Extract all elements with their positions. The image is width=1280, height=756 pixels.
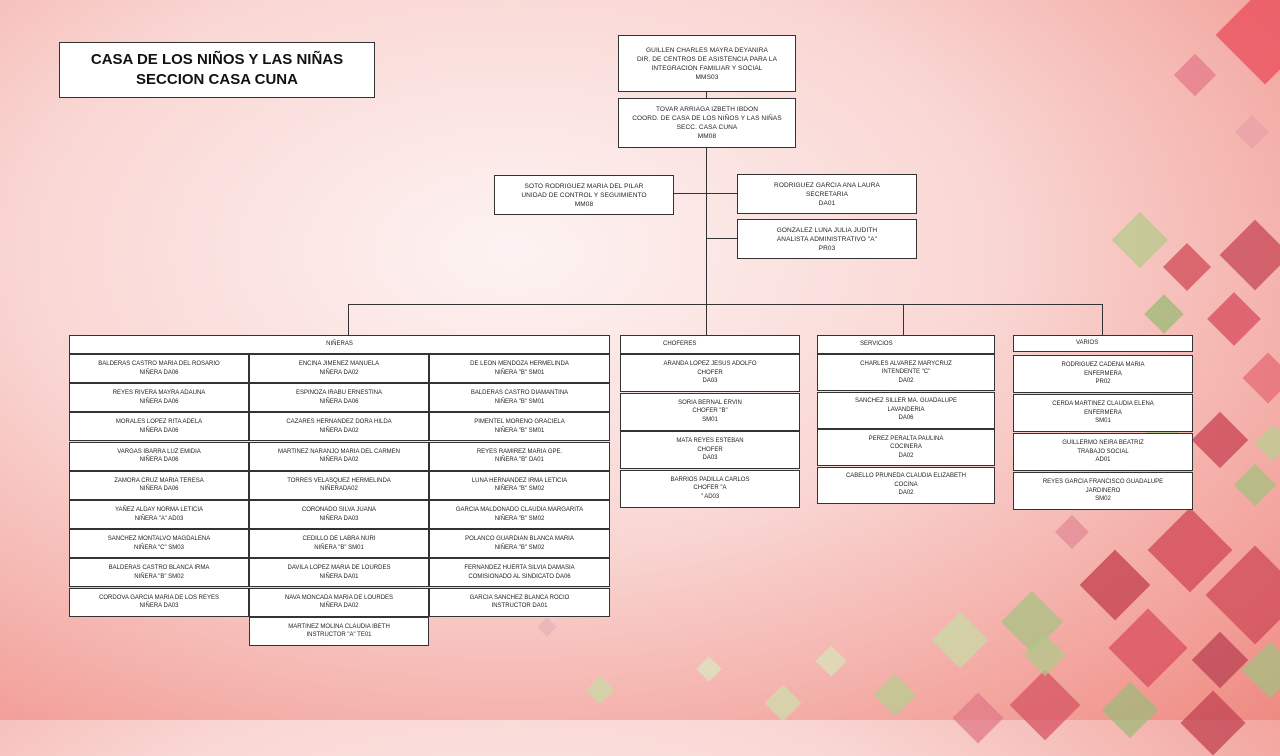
director-role: DIR. DE CENTROS DE ASISTENCIA PARA LA INTEGRACION FAMILIAR Y SOCIAL bbox=[636, 55, 778, 72]
staff-name: RODRIGUEZ CADENA MARIA bbox=[1061, 362, 1145, 369]
director-name: GUILLEN CHARLES MAYRA DEYANIRA bbox=[646, 46, 768, 54]
staff-name: YAÑEZ ALDAY NORMA LETICIA bbox=[114, 507, 204, 513]
staff-detail: SM01 bbox=[1095, 418, 1111, 425]
staff-detail: NIÑERA DA06 bbox=[139, 427, 179, 434]
staff-cell bbox=[1013, 394, 1193, 432]
choferes-header: CHOFERES bbox=[620, 335, 800, 354]
staff-name: CORONADO SILVA JUANA bbox=[301, 507, 377, 513]
staff-cell bbox=[817, 429, 995, 466]
staff-name: SANCHEZ SILLER MA. GUADALUPE bbox=[854, 398, 958, 405]
decorative-square bbox=[1163, 243, 1211, 291]
staff-name: BARRIOS PADILLA CARLOS bbox=[670, 476, 750, 483]
staff-cell bbox=[249, 500, 429, 529]
secretary-code: DA01 bbox=[818, 199, 836, 207]
staff-cell bbox=[69, 588, 249, 617]
staff-name: CABELLO PRUNEDA CLAUDIA ELIZABETH bbox=[845, 473, 967, 480]
staff-name: MORALES LOPEZ RITA ADELA bbox=[115, 419, 203, 426]
staff-cell bbox=[69, 383, 249, 412]
staff-cell bbox=[620, 354, 800, 392]
staff-detail: COMISIONADO AL SINDICATO DA06 bbox=[468, 573, 571, 580]
staff-detail: CHOFER bbox=[697, 446, 723, 453]
staff-cell bbox=[249, 471, 429, 500]
decorative-square bbox=[696, 656, 721, 681]
staff-name: CERDA MARTINEZ CLAUDIA ELENA bbox=[1052, 401, 1154, 408]
director-node bbox=[618, 35, 796, 92]
staff-detail: NIÑERA "B" SM01 bbox=[494, 369, 545, 376]
coordinator-section: SECC. CASA CUNA bbox=[676, 124, 738, 131]
staff-detail: TRABAJO SOCIAL bbox=[1077, 448, 1129, 455]
decorative-square bbox=[874, 674, 916, 716]
staff-name: CORDOVA GARCIA MARIA DE LOS REYES bbox=[99, 594, 219, 601]
connector-line bbox=[706, 238, 737, 239]
staff-detail: NIÑERA DA02 bbox=[319, 427, 359, 434]
staff-cell bbox=[429, 588, 610, 617]
connector-line bbox=[706, 148, 707, 304]
decorative-square bbox=[765, 685, 802, 722]
staff-detail: ENFERMERA bbox=[1084, 409, 1122, 416]
staff-detail: PR02 bbox=[1095, 379, 1111, 386]
staff-cell bbox=[69, 529, 249, 558]
staff-detail: NIÑERA DA03 bbox=[139, 603, 179, 610]
staff-name: FERNANDEZ HUERTA SILVIA DAMASIA bbox=[464, 565, 575, 572]
decorative-square bbox=[1255, 425, 1280, 462]
staff-name: LUNA HERNANDEZ IRMA LETICIA bbox=[471, 477, 568, 484]
staff-detail: NIÑERA DA03 bbox=[319, 515, 359, 522]
staff-detail: COCINA bbox=[894, 481, 918, 488]
staff-name: NAVA MONCADA MARIA DE LOURDES bbox=[284, 594, 394, 601]
staff-cell bbox=[620, 431, 800, 469]
staff-detail: NIÑERA "A" AD03 bbox=[134, 515, 184, 522]
staff-detail: CHOFER bbox=[697, 369, 723, 376]
page-title bbox=[59, 42, 375, 98]
coordinator-node bbox=[618, 98, 796, 148]
staff-detail: NIÑERA "C" SM03 bbox=[134, 544, 184, 551]
decorative-square bbox=[1235, 115, 1269, 149]
control-node bbox=[494, 175, 674, 215]
staff-name: MARTINEZ MOLINA CLAUDIA IBETH bbox=[288, 623, 390, 630]
staff-cell bbox=[69, 354, 249, 383]
staff-cell bbox=[249, 442, 429, 471]
ninieras-header: NIÑERAS bbox=[69, 335, 610, 354]
staff-name: ARANDA LOPEZ JESUS ADOLFO bbox=[663, 361, 757, 368]
analyst-name: GONZALEZ LUNA JULIA JUDITH bbox=[776, 226, 878, 234]
staff-detail: CHOFER "B" bbox=[692, 408, 728, 415]
decorative-square bbox=[1216, 0, 1280, 84]
staff-detail: NIÑERA DA06 bbox=[319, 398, 359, 405]
decorative-square bbox=[1243, 353, 1280, 404]
staff-detail: INSTRUCTOR "A" TE01 bbox=[306, 632, 372, 639]
varios-header: VARIOS bbox=[1013, 335, 1193, 352]
connector-line bbox=[674, 193, 737, 194]
decorative-square bbox=[1234, 464, 1276, 506]
staff-name: TORRES VELASQUEZ HERMELINDA bbox=[287, 477, 391, 484]
decorative-square bbox=[1174, 54, 1216, 96]
decorative-square bbox=[1102, 682, 1159, 739]
connector-line bbox=[348, 304, 1103, 305]
staff-detail: NIÑERA DA02 bbox=[319, 369, 359, 376]
staff-cell bbox=[249, 383, 429, 412]
staff-detail: NIÑERA DA06 bbox=[139, 398, 179, 405]
staff-name: ESPINOZA IRABU ERNESTINA bbox=[295, 390, 383, 397]
staff-detail: NIÑERA "B" SM02 bbox=[494, 515, 545, 522]
staff-detail: NIÑERA "B" DA01 bbox=[495, 457, 544, 464]
staff-cell bbox=[429, 558, 610, 587]
staff-name: POLANCO GUARDIAN BLANCA MARIA bbox=[465, 536, 574, 543]
staff-name: MARTINEZ NARANJO MARIA DEL CARMEN bbox=[277, 448, 400, 455]
decorative-square bbox=[1207, 292, 1261, 346]
staff-cell bbox=[249, 617, 429, 646]
director-code: MMS03 bbox=[695, 73, 719, 81]
staff-detail: NIÑERA "B" SM01 bbox=[494, 427, 545, 434]
staff-cell bbox=[817, 467, 995, 504]
staff-name: VARGAS IBARRA LUZ EMIDIA bbox=[117, 448, 201, 455]
title-line-1: CASA DE LOS NIÑOS Y LAS NIÑAS bbox=[90, 51, 344, 68]
staff-detail: DA03 bbox=[702, 455, 718, 462]
decorative-square bbox=[1242, 642, 1280, 699]
staff-cell bbox=[429, 529, 610, 558]
staff-cell bbox=[1013, 355, 1193, 393]
staff-detail: NIÑERA "B" SM02 bbox=[134, 573, 184, 580]
decorative-square bbox=[953, 693, 1004, 744]
staff-cell bbox=[1013, 472, 1193, 510]
staff-detail: INTENDENTE "C" bbox=[881, 369, 931, 376]
staff-detail: " AD03 bbox=[700, 493, 720, 500]
staff-name: ZAMORA CRUZ MARIA TERESA bbox=[114, 477, 204, 484]
control-role: UNIDAD DE CONTROL Y SEGUIMIENTO bbox=[521, 191, 647, 199]
staff-cell bbox=[249, 558, 429, 587]
staff-detail: COCINERA bbox=[890, 444, 922, 451]
staff-cell bbox=[817, 392, 995, 429]
staff-detail: INSTRUCTOR DA01 bbox=[491, 603, 548, 610]
staff-cell bbox=[429, 354, 610, 383]
staff-name: CHARLES ALVAREZ MARYCRUZ bbox=[860, 360, 952, 367]
connector-line bbox=[1102, 304, 1103, 335]
staff-name: SANCHEZ MONTALVO MAGDALENA bbox=[107, 536, 211, 543]
decorative-square bbox=[1112, 212, 1169, 269]
staff-cell bbox=[429, 471, 610, 500]
decorative-square bbox=[586, 676, 614, 704]
staff-cell bbox=[1013, 433, 1193, 471]
decorative-square bbox=[1080, 550, 1151, 621]
decorative-square bbox=[537, 617, 557, 637]
staff-cell bbox=[249, 354, 429, 383]
title-line-2: SECCION CASA CUNA bbox=[136, 71, 298, 88]
decorative-square bbox=[1055, 515, 1089, 549]
staff-detail: LAVANDERIA bbox=[887, 406, 925, 413]
staff-cell bbox=[249, 588, 429, 617]
staff-detail: DA06 bbox=[898, 415, 914, 422]
decorative-square bbox=[932, 612, 989, 669]
staff-detail: SM02 bbox=[1095, 496, 1111, 503]
staff-name: REYES RIVERA MAYRA ADAUNA bbox=[112, 390, 206, 397]
analyst-role: ANALISTA ADMINISTRATIVO "A" bbox=[776, 235, 878, 243]
staff-detail: NIÑERA DA02 bbox=[319, 457, 359, 464]
staff-detail: NIÑERADA02 bbox=[320, 486, 358, 493]
secretary-name: RODRIGUEZ GARCIA ANA LAURA bbox=[774, 181, 880, 189]
staff-cell bbox=[69, 412, 249, 441]
decorative-square bbox=[1010, 670, 1081, 741]
servicios-header: SERVICIOS bbox=[817, 335, 995, 354]
staff-detail: DA03 bbox=[702, 378, 718, 385]
staff-name: GARCIA MALDONADO CLAUDIA MARGARITA bbox=[455, 507, 584, 513]
staff-name: REYES GARCIA FRANCISCO GUADALUPE bbox=[1042, 479, 1164, 486]
staff-detail: NIÑERA DA06 bbox=[139, 486, 179, 493]
staff-name: BALDERAS CASTRO BLANCA IRMA bbox=[108, 565, 210, 572]
staff-cell bbox=[620, 470, 800, 508]
decorative-square bbox=[1220, 220, 1280, 291]
staff-name: CEDILLO DE LABRA NURI bbox=[302, 536, 376, 543]
staff-name: ENCINA JIMENEZ MANUELA bbox=[298, 361, 380, 367]
staff-detail: NIÑERA DA06 bbox=[139, 369, 179, 376]
staff-name: REYES RAMIREZ MARIA GPE. bbox=[476, 448, 563, 455]
staff-cell bbox=[249, 529, 429, 558]
staff-cell bbox=[69, 471, 249, 500]
analyst-node bbox=[737, 219, 917, 259]
decorative-square bbox=[1192, 412, 1249, 469]
staff-name: MATA REYES ESTEBAN bbox=[676, 438, 744, 445]
connector-line bbox=[706, 304, 707, 335]
decorative-square bbox=[1108, 608, 1187, 687]
staff-cell bbox=[249, 412, 429, 441]
control-name: SOTO RODRIGUEZ MARIA DEL PILAR bbox=[524, 182, 644, 190]
staff-detail: NIÑERA DA01 bbox=[319, 573, 359, 580]
staff-name: DE LEON MENDOZA HERMELINDA bbox=[470, 361, 569, 367]
coordinator-name: TOVAR ARRIAGA IZBETH IBDON bbox=[655, 106, 759, 113]
decorative-square bbox=[1180, 690, 1245, 755]
coordinator-role: COORD. DE CASA DE LOS NIÑOS Y LAS NIÑAS bbox=[632, 115, 782, 122]
staff-detail: JARDINERO bbox=[1085, 487, 1121, 494]
staff-cell bbox=[429, 383, 610, 412]
control-code: MM08 bbox=[574, 200, 594, 208]
staff-detail: DA02 bbox=[898, 452, 914, 459]
decorative-square bbox=[815, 645, 846, 676]
staff-name: DAVILA LOPEZ MARIA DE LOURDES bbox=[287, 565, 391, 572]
coordinator-code: MM08 bbox=[697, 133, 717, 140]
secretary-role: SECRETARIA bbox=[805, 190, 849, 198]
staff-detail: ENFERMERA bbox=[1084, 370, 1122, 377]
staff-cell bbox=[429, 412, 610, 441]
staff-detail: DA02 bbox=[898, 490, 914, 497]
staff-detail: NIÑERA "B" SM02 bbox=[494, 486, 545, 493]
connector-line bbox=[903, 304, 904, 335]
staff-name: BALDERAS CASTRO DIAMANTINA bbox=[470, 390, 569, 397]
staff-detail: CHOFER "A bbox=[693, 485, 727, 492]
staff-name: GUILLERMO NEIRA BEATRIZ bbox=[1062, 440, 1144, 447]
staff-name: SORIA BERNAL ERVIN bbox=[678, 399, 742, 406]
connector-line bbox=[348, 304, 349, 335]
decorative-square bbox=[1192, 632, 1249, 689]
staff-cell bbox=[817, 354, 995, 391]
staff-name: PEREZ PERALTA PAULINA bbox=[868, 435, 944, 442]
staff-detail: AD01 bbox=[1095, 457, 1111, 464]
staff-name: CAZARES HERNANDEZ DORA HILDA bbox=[286, 419, 392, 426]
staff-detail: SM01 bbox=[702, 416, 718, 423]
secretary-node bbox=[737, 174, 917, 214]
staff-cell bbox=[429, 500, 610, 529]
staff-detail: DA02 bbox=[898, 377, 914, 384]
staff-detail: NIÑERA "B" SM02 bbox=[494, 544, 545, 551]
analyst-code: PR03 bbox=[818, 244, 836, 252]
staff-detail: NIÑERA "B" SM01 bbox=[314, 544, 364, 551]
staff-cell bbox=[429, 442, 610, 471]
staff-cell bbox=[69, 442, 249, 471]
decorative-square bbox=[1144, 294, 1184, 334]
staff-name: BALDERAS CASTRO MARIA DEL ROSARIO bbox=[98, 361, 220, 367]
staff-detail: NIÑERA DA02 bbox=[319, 603, 359, 610]
staff-cell bbox=[69, 500, 249, 529]
staff-cell bbox=[620, 393, 800, 431]
staff-cell bbox=[69, 558, 249, 587]
staff-name: GARCIA SANCHEZ BLANCA ROCIO bbox=[469, 594, 570, 601]
staff-name: PIMENTEL MORENO GRACIELA bbox=[474, 419, 565, 426]
staff-detail: NIÑERA DA06 bbox=[139, 457, 179, 464]
staff-detail: NIÑERA "B" SM01 bbox=[494, 398, 545, 405]
